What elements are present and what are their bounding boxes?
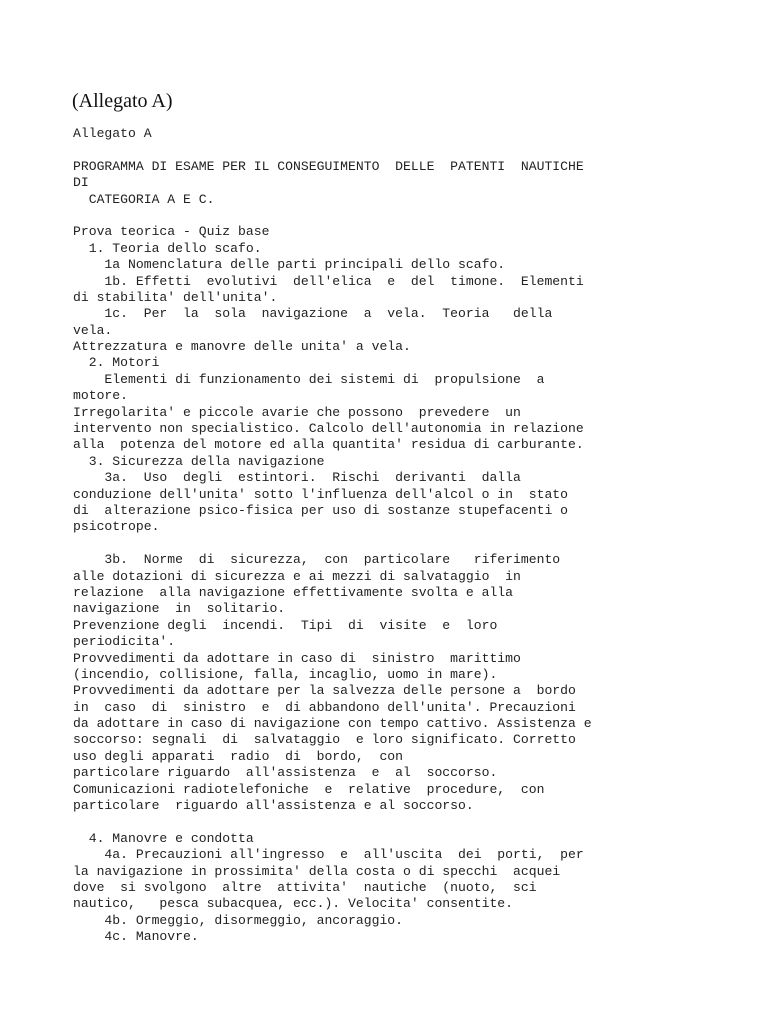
text-line: Allegato A — [73, 126, 152, 141]
text-line: Prova teorica - Quiz base — [73, 224, 270, 240]
text-line: particolare riguardo all'assistenza e al soccorso. — [73, 798, 474, 814]
text-line: 1b. Effetti evolutivi dell'elica e del timone. Elementi — [73, 273, 584, 289]
text-line: Irregolarita' e piccole avarie che possono prevedere un — [73, 404, 521, 420]
text-line: 3. Sicurezza della navigazione — [73, 453, 325, 469]
text-line: conduzione dell'unita' sotto l'influenza dell'alcol o in stato — [73, 486, 569, 502]
text-line: 2. Motori — [73, 355, 160, 371]
text-line: dove si svolgono altre attivita' nautiche (nuoto, sci — [73, 879, 537, 895]
document-body — [73, 126, 763, 946]
document-title: (Allegato A) — [72, 90, 173, 112]
text-line: intervento non specialistico. Calcolo dell'autonomia in relazione — [73, 421, 584, 437]
text-line: PROGRAMMA DI ESAME PER IL CONSEGUIMENTO DELLE PATENTI NAUTICHE — [73, 158, 584, 174]
text-line: 4c. Manovre. — [73, 929, 199, 945]
text-line: periodicita'. — [73, 634, 176, 650]
text-line: Elementi di funzionamento dei sistemi di propulsione a — [73, 371, 545, 387]
text-line: in caso di sinistro e di abbandono dell'unita'. Precauzioni — [73, 699, 576, 715]
blank-line — [73, 814, 763, 830]
text-line: DI — [73, 175, 89, 191]
text-line: alle dotazioni di sicurezza e ai mezzi di salvataggio in — [73, 568, 521, 584]
text-line: 3b. Norme di sicurezza, con particolare riferimento — [73, 552, 561, 568]
text-line: 4a. Precauzioni all'ingresso e all'uscita dei porti, per — [73, 847, 584, 863]
text-line: 1a Nomenclatura delle parti principali dello scafo. — [73, 257, 506, 273]
text-line: la navigazione in prossimita' della costa o di specchi acquei — [73, 863, 561, 879]
text-line: navigazione in solitario. — [73, 601, 286, 617]
text-line: Prevenzione degli incendi. Tipi di visite e loro — [73, 617, 498, 633]
text-line: 1c. Per la sola navigazione a vela. Teoria della — [73, 306, 553, 322]
text-line: di alterazione psico-fisica per uso di sostanze stupefacenti o — [73, 502, 569, 518]
text-line: 3a. Uso degli estintori. Rischi derivanti dalla — [73, 470, 521, 486]
text-line: 4. Manovre e condotta — [73, 830, 254, 846]
text-line: Comunicazioni radiotelefoniche e relative procedure, con — [73, 781, 545, 797]
text-line: motore. — [73, 388, 129, 404]
text-line: di stabilita' dell'unita'. — [73, 289, 278, 305]
text-line: da adottare in caso di navigazione con tempo cattivo. Assistenza e — [73, 716, 592, 732]
text-line: soccorso: segnali di salvataggio e loro significato. Corretto — [73, 732, 576, 748]
blank-line — [73, 208, 763, 224]
text-line: psicotrope. — [73, 519, 160, 535]
text-line: relazione alla navigazione effettivamente svolta e alla — [73, 584, 514, 600]
text-line: Provvedimenti da adottare per la salvezza delle persone a bordo — [73, 683, 576, 699]
text-line: (incendio, collisione, falla, incaglio, uomo in mare). — [73, 666, 498, 682]
text-line: CATEGORIA A E C. — [73, 191, 215, 207]
blank-line — [73, 142, 763, 158]
text-line: alla potenza del motore ed alla quantita' residua di carburante. — [73, 437, 584, 453]
text-line: vela. — [73, 322, 113, 338]
text-line: 4b. Ormeggio, disormeggio, ancoraggio. — [73, 912, 404, 928]
text-line: particolare riguardo all'assistenza e al soccorso. — [73, 765, 498, 781]
text-line: uso degli apparati radio di bordo, con — [73, 748, 404, 764]
text-line: Provvedimenti da adottare in caso di sinistro marittimo — [73, 650, 521, 666]
text-line: 1. Teoria dello scafo. — [73, 240, 262, 256]
blank-line — [73, 536, 763, 552]
text-line: Attrezzatura e manovre delle unita' a vela. — [73, 339, 411, 355]
text-line: nautico, pesca subacquea, ecc.). Velocita' consentite. — [73, 896, 514, 912]
